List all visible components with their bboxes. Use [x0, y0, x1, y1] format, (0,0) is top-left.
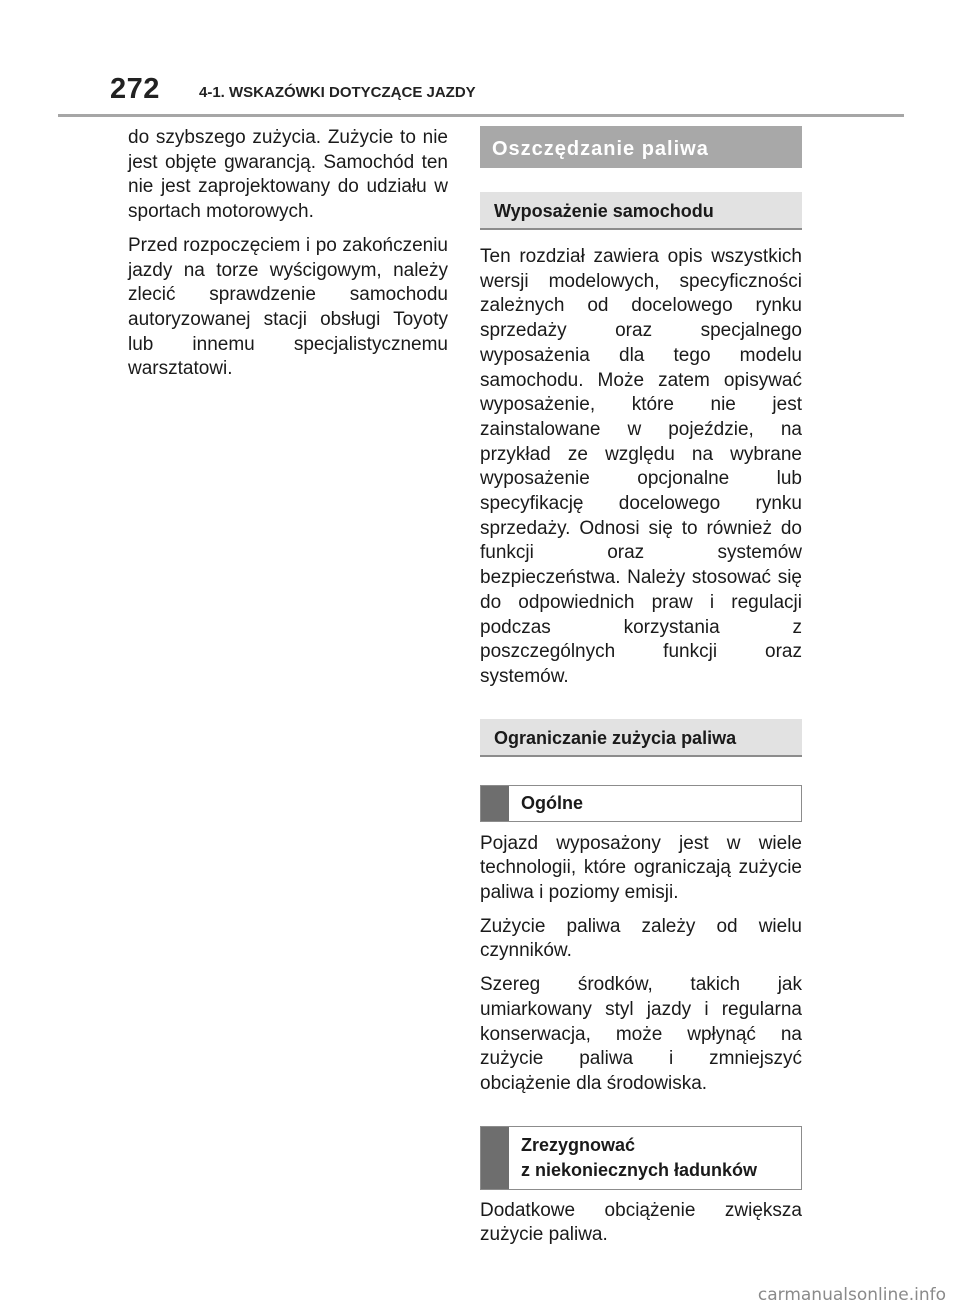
- sub-heading-equipment: Wyposażenie samochodu: [480, 192, 802, 230]
- unnecessary-load-box: [480, 1126, 802, 1190]
- left-paragraph-1: do szybszego zużycia. Zużycie to nie jest objęte gwarancją. Samochód ten nie jest zaprojektowany do udziału w sportach motorowych.: [128, 127, 448, 223]
- page-number: 272: [110, 73, 160, 105]
- header-divider: [58, 114, 904, 117]
- left-paragraph-2: Przed rozpoczęciem i po zakończeniu jazdy na torze wyścigowym, należy zlecić sprawdzenie samochodu autoryzowanej stacji obsługi Toyoty lub innemu specjalistycznemu warsztatowi.: [128, 234, 448, 380]
- general-box-label: Ogólne: [521, 792, 583, 813]
- box-accent-bar: [481, 1127, 509, 1189]
- unnecessary-load-label-2: z niekoniecznych ładunków: [521, 1159, 758, 1180]
- main-heading: Oszczędzanie paliwa: [480, 126, 802, 168]
- right-column: [480, 126, 802, 1257]
- equipment-paragraph: Ten rozdział zawiera opis wszystkich wersji modelowych, specyficzności zależnych od docelowego rynku sprzedaży oraz specjalnego wyposażenia dla tego modelu samochodu. Może zatem opisywać wyposażenie, które nie jest zainstalowane w pojeździe, na przykład ze względu na wybrane wyposażenie opcjonalne lub specyfikację docelowego rynku sprzedaży. Odnosi się to również do funkcji oraz systemów bezpieczeństwa. Należy stosować się do odpowiednich praw i regulacji podczas korzystania z poszczególnych funkcji oraz systemów.: [480, 246, 802, 687]
- left-column: [128, 126, 448, 391]
- unnecessary-load-label-1: Zrezygnować: [521, 1134, 636, 1155]
- sub-heading-fuel-limit: Ograniczanie zużycia paliwa: [480, 719, 802, 757]
- general-paragraph-2: Zużycie paliwa zależy od wielu czynników.: [480, 915, 802, 962]
- general-box: [480, 785, 802, 822]
- watermark: carmanualsonline.info: [757, 1285, 946, 1305]
- last-paragraph: Dodatkowe obciążenie zwiększa zużycie paliwa.: [480, 1199, 802, 1246]
- section-title: 4-1. WSKAZÓWKI DOTYCZĄCE JAZDY: [199, 84, 476, 101]
- box-accent-bar: [481, 786, 509, 821]
- general-paragraph-3: Szereg środków, takich jak umiarkowany styl jazdy i regularna konserwacja, może wpłynąć na zużycie paliwa i zmniejszyć obciążenie dla środowiska.: [480, 974, 802, 1094]
- general-paragraph-1: Pojazd wyposażony jest w wiele technologii, które ograniczają zużycie paliwa i poziomy emisji.: [480, 832, 802, 904]
